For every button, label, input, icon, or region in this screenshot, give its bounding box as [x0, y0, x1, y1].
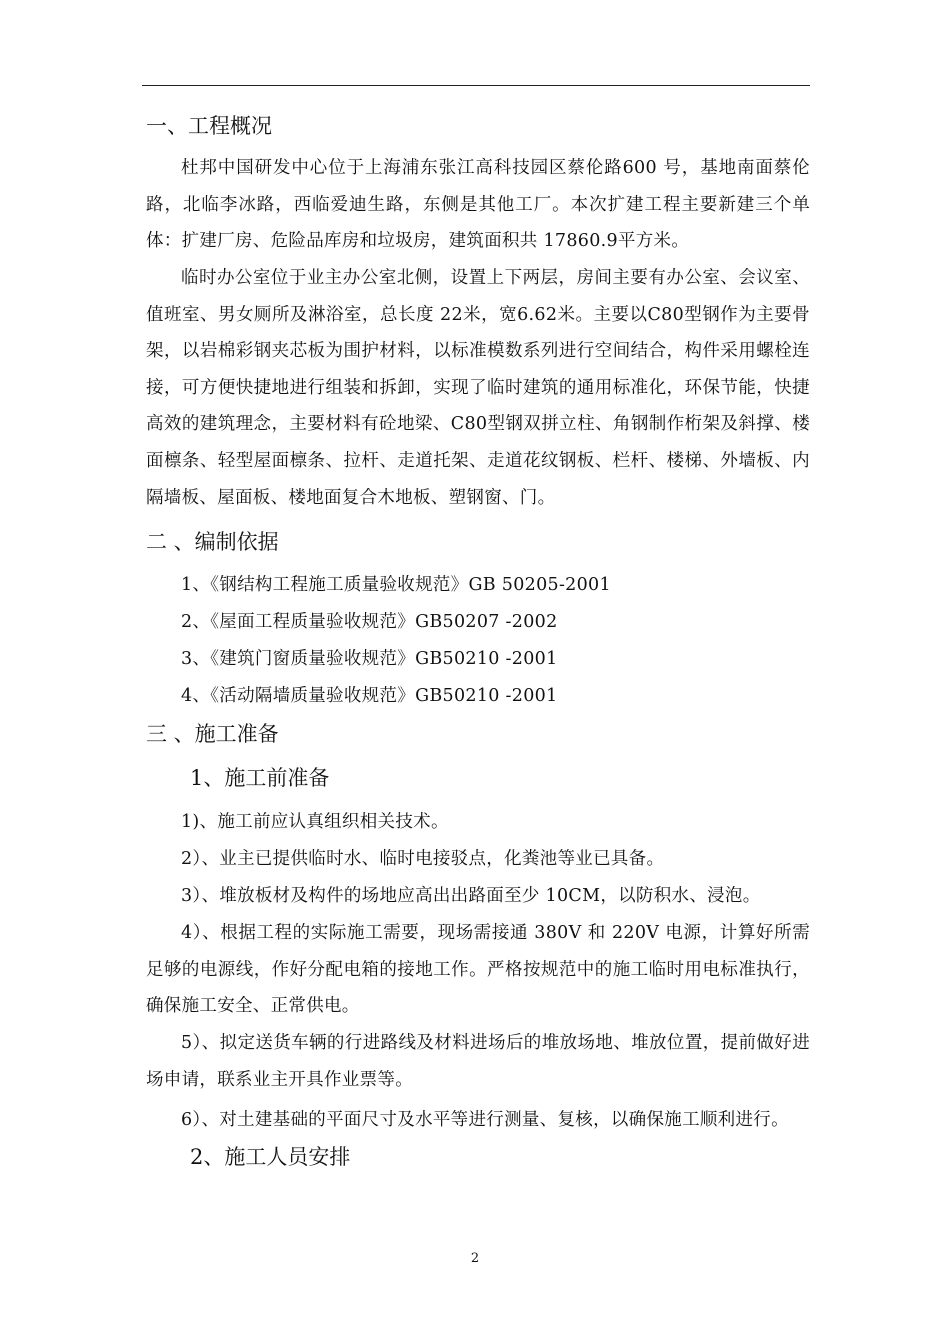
prep-item: 3）、堆放板材及构件的场地应高出出路面至少 10CM，以防积水、浸泡。 — [181, 886, 761, 906]
standard-item: 2、《屋面工程质量验收规范》GB50207 -2002 — [181, 612, 558, 632]
prep-item-power: 4）、根据工程的实际施工需要，现场需接通 380V 和 220V 电源，计算好所需足够的电源线，作好分配电箱的接地工作。严格按规范中的施工临时用电标准执行，确保施工安全、正常供电。 — [146, 923, 810, 1017]
subsection-heading-staffing: 2、施工人员安排 — [190, 1145, 351, 1169]
section-heading-1: 一、工程概况 — [146, 114, 272, 138]
paragraph-project-location: 杜邦中国研发中心位于上海浦东张江高科技园区蔡伦路600 号，基地南面蔡伦路，北临李冰路，西临爱迪生路，东侧是其他工厂。本次扩建工程主要新建三个单体：扩建厂房、危险品库房和垃圾房，建筑面积共 17860.9平方米。 — [146, 158, 810, 252]
page-number: 2 — [470, 1251, 480, 1266]
subsection-heading-preparation: 1、施工前准备 — [190, 766, 330, 790]
prep-item: 1)、施工前应认真组织相关技术。 — [181, 812, 449, 832]
standard-item: 4、《活动隔墙质量验收规范》GB50210 -2001 — [181, 686, 558, 706]
prep-item-delivery: 5）、拟定送货车辆的行进路线及材料进场后的堆放场地、堆放位置，提前做好进场申请，联系业主开具作业票等。 — [146, 1033, 810, 1090]
prep-item: 6）、对土建基础的平面尺寸及水平等进行测量、复核，以确保施工顺利进行。 — [181, 1110, 789, 1130]
section-heading-2: 二 、编制依据 — [146, 530, 279, 554]
standard-item: 3、《建筑门窗质量验收规范》GB50210 -2001 — [181, 649, 558, 669]
header-rule — [142, 85, 810, 86]
standard-item: 1、《钢结构工程施工质量验收规范》GB 50205-2001 — [181, 575, 611, 595]
prep-item: 2）、业主已提供临时水、临时电接驳点，化粪池等业已具备。 — [181, 849, 665, 869]
section-heading-3: 三 、施工准备 — [146, 722, 279, 746]
paragraph-temporary-office: 临时办公室位于业主办公室北侧，设置上下两层，房间主要有办公室、会议室、值班室、男女厕所及淋浴室，总长度 22米，宽6.62米。主要以C80型钢作为主要骨架，以岩棉彩钢夹芯板为围护材料，以标准模数系列进行空间结合，构件采用螺栓连接，可方便快捷地进行组装和拆卸，实现了临时建筑的通用标准化，环保节能，快捷高效的建筑理念，主要材料有砼地梁、C80型钢双拼立柱、角钢制作桁架及斜撑、楼面檩条、轻型屋面檩条、拉杆、走道托架、走道花纹钢板、栏杆、楼梯、外墙板、内隔墙板、屋面板、楼地面复合木地板、塑钢窗、门。 — [146, 268, 810, 508]
